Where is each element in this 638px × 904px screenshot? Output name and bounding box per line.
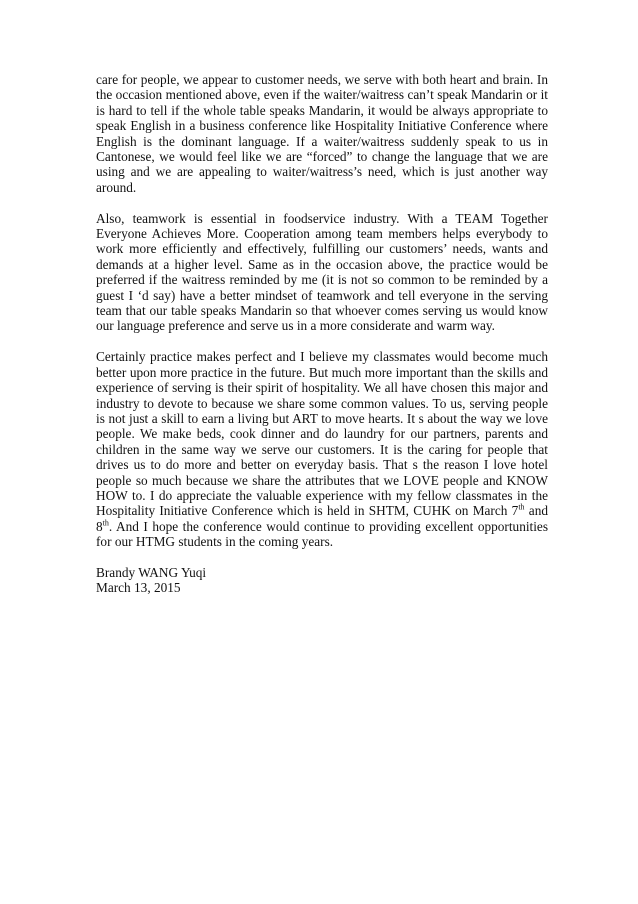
signature-block bbox=[96, 565, 548, 596]
superscript-th-2: th bbox=[102, 518, 109, 528]
superscript-th-1: th bbox=[518, 502, 525, 512]
signature-date: March 13, 2015 bbox=[96, 580, 181, 596]
paragraph-3-and: and 8 bbox=[96, 503, 548, 534]
paragraph-3-main: Certainly practice makes perfect and I believe my classmates would become much better upon more practice in the future. But much more important than the skills and experience of serving is their spirit of hospitality. We all have chosen this major and industry to devote to because we share some common values. To us, serving people is not just a skill to earn a living but ART to move hearts. It s about the way we love people. We make beds, cook dinner and do laundry for our partners, parents and children in the same way we serve our customers. It is the caring for people that drives us to do more and better on everyday basis. That s the reason I love hotel people so much because we share the attributes that we LOVE people and KNOW HOW to. I do appreciate the valuable experience with my fellow classmates in the Hospitality Initiative Conference which is held in SHTM, CUHK on March 7 bbox=[96, 349, 548, 519]
paragraph-3 bbox=[96, 349, 548, 549]
signature-name: Brandy WANG Yuqi bbox=[96, 564, 207, 580]
paragraph-1: care for people, we appear to customer needs, we serve with both heart and brain. In the occasion mentioned above, even if the waiter/waitress can’t speak Mandarin or it is hard to tell if the whole table speaks Mandarin, it would be always appropriate to speak English in a business conference like Hospitality Initiative Conference where English is the dominant language. If a waiter/waitress suddenly speak to us in Cantonese, we would feel like we are “forced” to change the language that we are using and we are appealing to waiter/waitress’s need, which is just another way around. bbox=[96, 72, 548, 195]
letter-body bbox=[96, 72, 548, 596]
paragraph-3-tail: . And I hope the conference would continue to providing excellent opportunities for our HTMG students in the coming years. bbox=[96, 518, 548, 550]
paragraph-2: Also, teamwork is essential in foodservice industry. With a TEAM Together Everyone Achieves More. Cooperation among team members helps everybody to work more efficiently and effectively, fulfilling our customers’ needs, wants and demands at a higher level. Same as in the occasion above, the practice would be preferred if the waitress reminded by me (it is not so common to be reminded by a guest I ‘d say) have a better mindset of teamwork and tell everyone in the serving team that our table speaks Mandarin so that whoever comes serving us would know our language preference and serve us in a more considerate and warm way. bbox=[96, 210, 548, 334]
